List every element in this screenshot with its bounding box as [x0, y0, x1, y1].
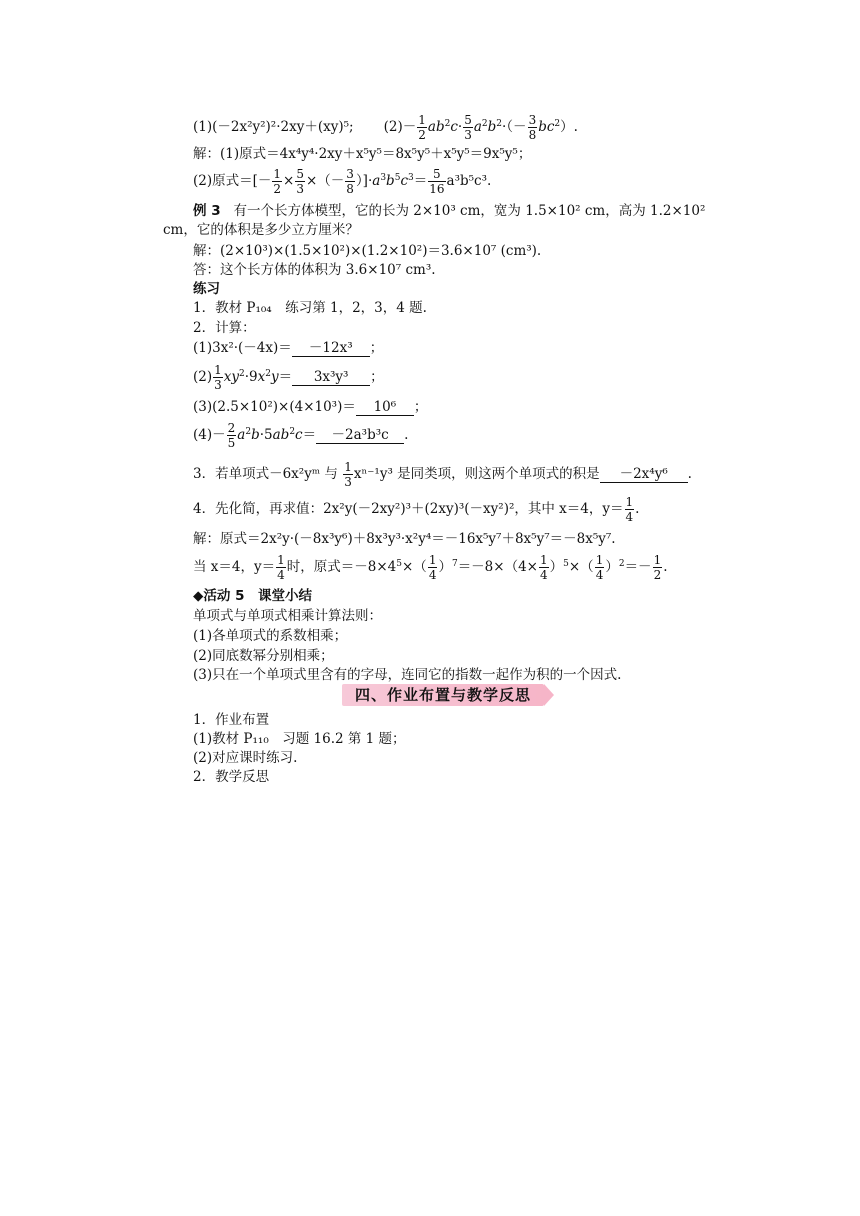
solution-2-prefix: (2)原式＝[－: [193, 173, 272, 189]
homework-item-2: (2)对应课时练习.: [193, 750, 298, 766]
question-3-answer: －2x⁴y⁶: [600, 466, 688, 483]
solution-1: 解：(1)原式＝4x⁴y⁴·2xy＋x⁵y⁵＝8x⁵y⁵＋x⁵y⁵＝9x⁵y⁵；: [193, 146, 532, 162]
fraction: $\frac{1}{2}$: [418, 113, 426, 142]
rule-2: (2)同底数幂分别相乘；: [193, 648, 334, 664]
homework-title: 1．作业布置: [193, 712, 270, 728]
fraction: $\frac{1}{4}$: [540, 553, 548, 582]
example-3-line2: cm，它的体积是多少立方厘米？: [163, 222, 359, 238]
question-3-mid: xⁿ⁻¹y³ 是同类项，则这两个单项式的积是: [353, 466, 600, 482]
calc-4-answer: －2a³b³c: [316, 427, 404, 444]
rule-1: (1)各单项式的系数相乘；: [193, 628, 348, 644]
section-banner: [342, 684, 544, 706]
question-4-prefix: 4．先化简，再求值：2x²y(－2xy²)³＋(2xy)³(－xy²)²，其中 x＝4，y＝: [193, 501, 624, 517]
question-3-prefix: 3．若单项式－6x²yᵐ 与: [193, 466, 338, 482]
practice-title: 练习: [193, 281, 220, 297]
practice-item-1: 1．教材 P₁₀₄ 练习第 1，2，3，4 题.: [193, 300, 427, 316]
fraction: $\frac{1}{4}$: [595, 553, 604, 582]
exercise-part2-suffix: .: [573, 119, 578, 135]
section-banner-title: 四、作业布置与教学反思: [354, 686, 531, 704]
fraction: $\frac{5}{3}$: [296, 167, 304, 196]
example-3-title: 例 3: [193, 203, 221, 219]
exercise-part1: (1)(－2x²y²)²·2xy＋(xy)⁵;: [193, 119, 354, 135]
question-4-when-prefix: 当 x＝4，y＝: [193, 559, 276, 575]
solution-2-end: a³b⁵c³.: [446, 173, 492, 189]
fraction: $\frac{1}{4}$: [277, 553, 285, 582]
solution-2: (2)原式＝[－ $\frac{1}{2}$ × $\frac{5}{3}$ ×（－ $\frac{3}{8}$ ）]$\cdot a^3b^5c^3=$ $\frac{5}{16}$ a³b⁵c³.: [193, 167, 492, 196]
fraction: $\frac{3}{8}$: [528, 113, 537, 142]
activity-5-title: ◆活动 5 课堂小结: [193, 588, 312, 604]
exercise-part2-prefix: (2)－: [383, 119, 417, 135]
practice-item-2: 2．计算：: [193, 320, 256, 336]
calc-2-answer: 3x³y³: [292, 369, 370, 386]
calc-2: (2) $\frac{1}{3}$ $xy^2\cdot 9x^2y= 3x^3y^3$ ；: [193, 363, 384, 392]
fraction: $\frac{1}{2}$: [653, 553, 662, 582]
calc-3-prefix: (3)(2.5×10²)×(4×10³)＝: [193, 399, 356, 415]
example-3-text1: 有一个长方体模型，它的长为 2×10³ cm，宽为 1.5×10² cm，高为 1.2×10²: [233, 203, 706, 219]
fraction: $\frac{1}{4}$: [625, 495, 634, 524]
example-3-answer: 答：这个长方体的体积为 3.6×10⁷ cm³.: [193, 262, 436, 278]
rule-title: 单项式与单项式相乘计算法则：: [193, 608, 382, 624]
fraction: $\frac{5}{16}$: [429, 167, 445, 196]
example-3-solution: 解：(2×10³)×(1.5×10²)×(1.2×10²)＝3.6×10⁷ (cm³).: [193, 243, 542, 259]
fraction: $\frac{1}{4}$: [428, 553, 437, 582]
fraction: $\frac{5}{3}$: [464, 113, 472, 142]
calc-1-prefix: (1)3x²·(－4x)＝: [193, 340, 292, 356]
calc-4: (4)－ $\frac{2}{5}$ $a^2b\cdot 5ab^2c= -2a^3b^3c$ .: [193, 421, 409, 450]
rule-3: (3)只在一个单项式里含有的字母，连同它的指数一起作为积的一个因式.: [193, 667, 622, 683]
question-4-solution: 解：原式＝2x²y·(－8x³y⁶)＋8x³y³·x²y⁴＝－16x⁵y⁷＋8x⁵y⁷＝－8x⁵y⁷.: [193, 531, 616, 547]
fraction: $\frac{1}{2}$: [273, 167, 282, 196]
calc-3-answer: 10⁶: [356, 399, 414, 416]
question-4-evaluation: 当 x＝4，y＝ $\frac{1}{4}$ 时，原式$=-8\times 4^5\times$（ $\frac{1}{4}$ ）$^7$＝－8×（4× $\frac{1}{4}$ ）$^5$×（ $\frac{1}{4}$ ）$^2$＝－ $\frac{1}{2}$ .: [193, 553, 668, 582]
fraction: $\frac{3}{8}$: [346, 167, 354, 196]
question-4: 4．先化简，再求值：2x²y(－2xy²)³＋(2xy)³(－xy²)²，其中 x＝4，y＝ $\frac{1}{4}$ .: [193, 495, 640, 524]
fraction: $\frac{2}{5}$: [227, 421, 236, 450]
fraction: $\frac{1}{3}$: [344, 460, 352, 489]
question-3: 3．若单项式－6x²yᵐ 与 $\frac{1}{3}$ xⁿ⁻¹y³ 是同类项，则这两个单项式的积是 －2x⁴y⁶ .: [193, 460, 692, 489]
homework-item-1: (1)教材 P₁₁₀ 习题 16.2 第 1 题；: [193, 731, 406, 747]
fraction: $\frac{1}{3}$: [214, 363, 222, 392]
exercise-line: (1)(－2x²y²)²·2xy＋(xy)⁵; (2)－ $\frac{1}{2}$ $ab^2c\cdot$ $\frac{5}{3}$ $a^2b^2\cdot(-$ $\frac{3}{8}$ $bc^2$）.: [193, 113, 578, 142]
calc-1: (1)3x²·(－4x)＝ －12x³ ；: [193, 340, 384, 356]
calc-3: (3)(2.5×10²)×(4×10³)＝ 10⁶ ；: [193, 399, 428, 415]
calc-1-answer: －12x³: [292, 340, 370, 357]
example-3-line1: [193, 202, 705, 220]
reflection-title: 2．教学反思: [193, 769, 270, 785]
